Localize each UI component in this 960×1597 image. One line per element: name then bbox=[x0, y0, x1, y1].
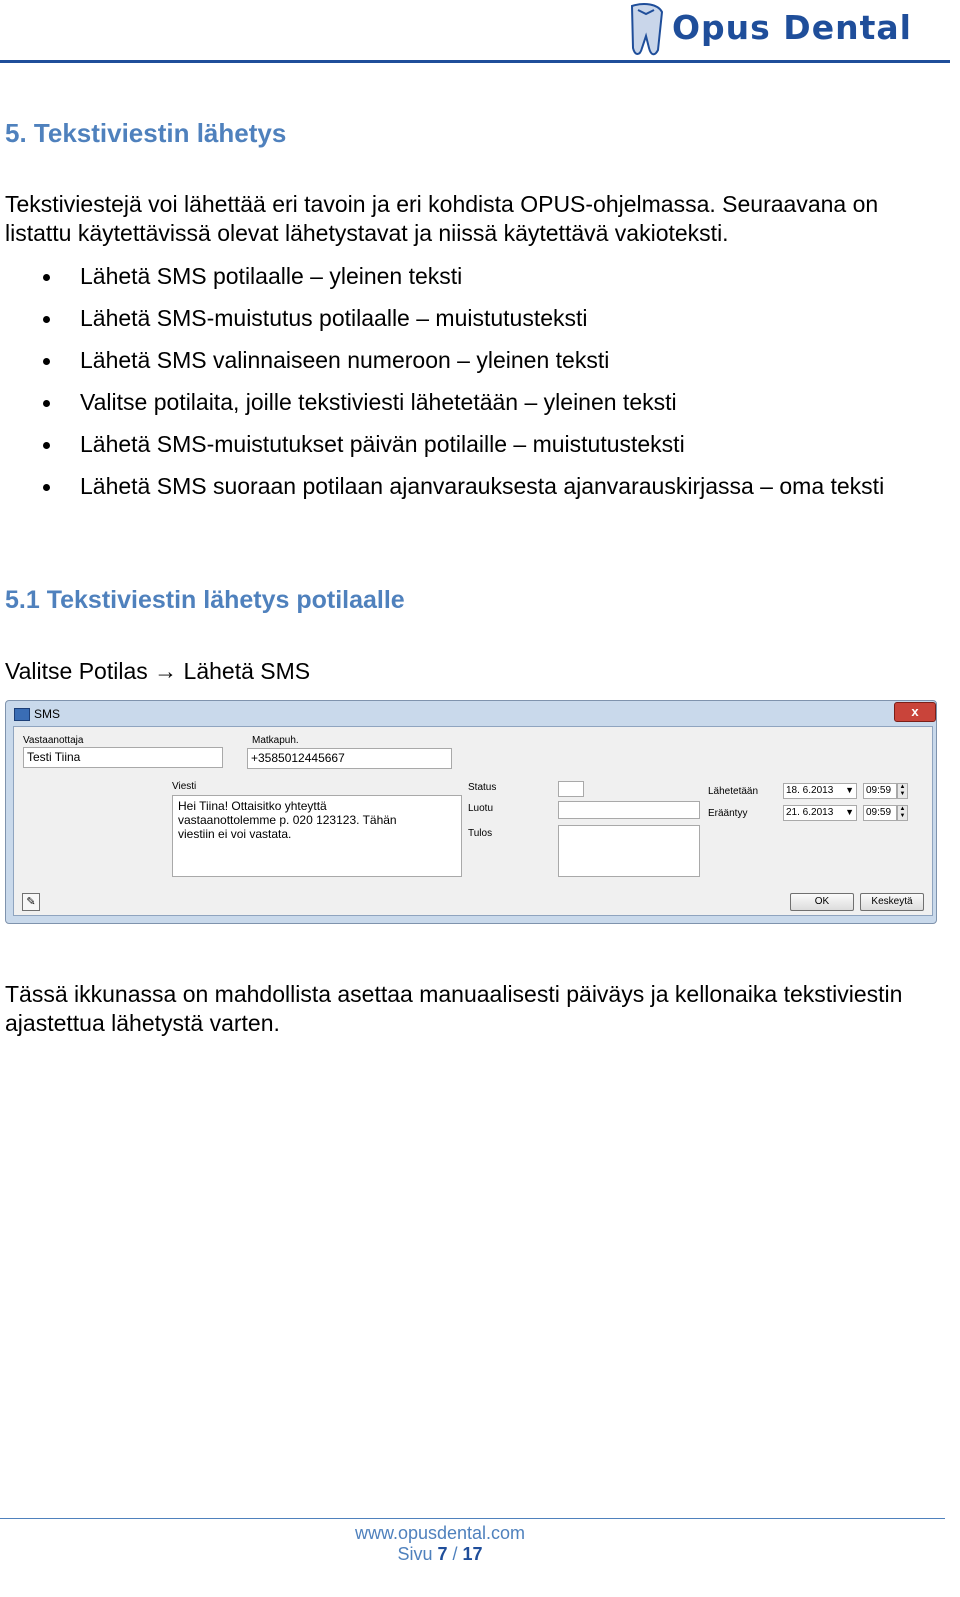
intro-paragraph: Tekstiviestejä voi lähettää eri tavoin ja eri kohdista OPUS-ohjelmassa. Seuraavana on listattu käytettävissä olevat lähetystavat ja niissä käytettävä vakioteksti. bbox=[5, 191, 879, 246]
dialog-body bbox=[13, 726, 933, 916]
footer-rule bbox=[0, 1518, 945, 1519]
list-item bbox=[0, 472, 930, 501]
ok-button[interactable]: OK bbox=[790, 893, 854, 911]
section-title: 5. Tekstiviestin lähetys bbox=[5, 118, 287, 148]
arrow-icon: → bbox=[154, 658, 178, 684]
tool-icon[interactable]: ✎ bbox=[22, 893, 40, 911]
bullet-dot bbox=[43, 274, 50, 281]
recipient-field[interactable]: Testi Tiina bbox=[23, 747, 223, 768]
status-label: Status bbox=[468, 782, 497, 793]
status-field bbox=[558, 781, 584, 797]
bullet-dot bbox=[43, 484, 50, 491]
result-label: Tulos bbox=[468, 828, 493, 839]
send-date-select[interactable] bbox=[783, 783, 857, 799]
outro-paragraph: Tässä ikkunassa on mahdollista asettaa manuaalisesti päiväys ja kellonaika tekstiviestin ajastettua lähetystä varten. bbox=[5, 981, 903, 1036]
page-prefix: Sivu bbox=[397, 1544, 433, 1564]
list-item-text: Lähetä SMS-muistutukset päivän potilaille – muistutusteksti bbox=[80, 431, 685, 457]
sms-dialog bbox=[5, 700, 937, 924]
list-item-text: Valitse potilaita, joille tekstiviesti lähetetään – yleinen teksti bbox=[80, 389, 677, 415]
chevron-down-icon: ▼ bbox=[845, 785, 854, 795]
message-label: Viesti bbox=[172, 781, 197, 792]
footer-page-number bbox=[0, 1544, 880, 1565]
expires-date-select[interactable] bbox=[783, 805, 857, 821]
send-date-value: 18. 6.2013 bbox=[786, 785, 834, 796]
opus-dental-logo bbox=[632, 2, 952, 60]
expires-date-value: 21. 6.2013 bbox=[786, 807, 834, 818]
chevron-down-icon: ▼ bbox=[845, 807, 854, 817]
mobile-label: Matkapuh. bbox=[252, 735, 299, 746]
footer-url[interactable]: www.opusdental.com bbox=[354, 1523, 526, 1543]
result-field bbox=[558, 825, 700, 877]
list-item-text: Lähetä SMS valinnaiseen numeroon – yleinen teksti bbox=[80, 347, 610, 373]
list-item-text: Lähetä SMS potilaalle – yleinen teksti bbox=[80, 263, 463, 289]
list-item bbox=[0, 346, 930, 375]
bullet-dot bbox=[43, 442, 50, 449]
bullet-dot bbox=[43, 316, 50, 323]
bullet-dot bbox=[43, 358, 50, 365]
dialog-titlebar bbox=[6, 701, 936, 727]
list-item bbox=[0, 262, 930, 291]
bullet-list bbox=[0, 262, 930, 514]
page-total: 17 bbox=[462, 1544, 483, 1564]
tooth-logo-icon bbox=[624, 2, 664, 60]
mobile-field[interactable]: +3585012445667 bbox=[247, 748, 452, 769]
page-separator: / bbox=[452, 1544, 458, 1564]
menu-path bbox=[5, 658, 310, 685]
send-time-field[interactable]: 09:59 bbox=[863, 783, 897, 799]
logo-text: Opus Dental bbox=[672, 8, 912, 47]
subsection-title: 5.1 Tekstiviestin lähetys potilaalle bbox=[5, 586, 405, 614]
recipient-label: Vastaanottaja bbox=[23, 735, 84, 746]
sms-app-icon bbox=[14, 708, 30, 721]
close-button[interactable]: x bbox=[894, 702, 936, 722]
page-current: 7 bbox=[437, 1544, 448, 1564]
expires-time-spinner[interactable]: ▲ ▼ bbox=[897, 805, 908, 821]
send-time-spinner[interactable]: ▲ ▼ bbox=[897, 783, 908, 799]
expires-label: Erääntyy bbox=[708, 808, 748, 819]
cancel-button[interactable]: Keskeytä bbox=[860, 893, 924, 911]
list-item bbox=[0, 304, 930, 333]
list-item-text: Lähetä SMS-muistutus potilaalle – muistutusteksti bbox=[80, 305, 588, 331]
menu-path-to: Lähetä SMS bbox=[183, 658, 311, 684]
dialog-title: SMS bbox=[34, 707, 61, 721]
created-label: Luotu bbox=[468, 803, 494, 814]
send-label: Lähetetään bbox=[708, 786, 759, 797]
list-item bbox=[0, 388, 930, 417]
header-rule bbox=[0, 60, 950, 63]
menu-path-from: Valitse Potilas bbox=[5, 658, 148, 684]
created-field bbox=[558, 801, 700, 819]
list-item-text: Lähetä SMS suoraan potilaan ajanvarauksesta ajanvarauskirjassa – oma teksti bbox=[80, 473, 885, 499]
expires-time-field[interactable]: 09:59 bbox=[863, 805, 897, 821]
bullet-dot bbox=[43, 400, 50, 407]
message-textarea[interactable]: Hei Tiina! Ottaisitko yhteyttä vastaanottolemme p. 020 123123. Tähän viestiin ei voi vastata. bbox=[172, 795, 462, 877]
list-item bbox=[0, 430, 930, 459]
